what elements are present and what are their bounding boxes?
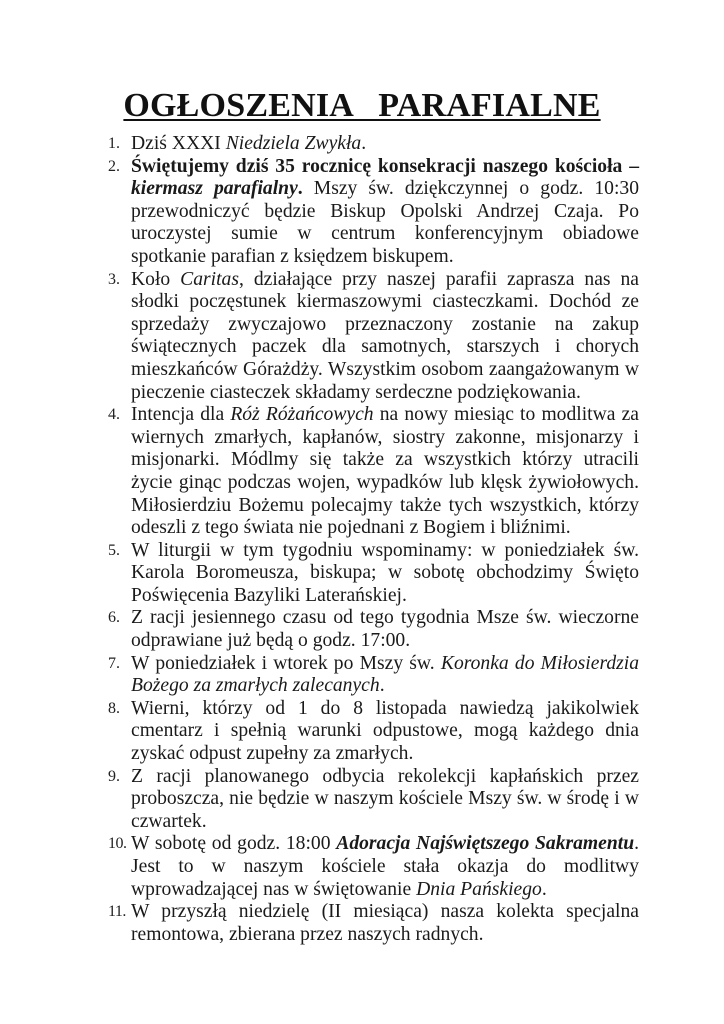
announcement-item-8 — [108, 698, 639, 766]
announcement-item-1 — [108, 133, 639, 156]
text-segment: na nowy miesiąc to modlitwa za wiernych zmarłych, kapłanów, siostry zakonne, misjonarzy i misjonarki. Módlmy się także za wszystkich którzy utracili życie ginąc podczas wojen, wypadków lub klęsk żywiołowych. Miłosierdziu Bożemu polecajmy także tych wszystkich, którzy odeszli z tego świata nie pojednani z Bogiem i bliźnimi. — [131, 404, 639, 539]
text-segment: Z racji jesiennego czasu od tego tygodnia Msze św. wieczorne odprawiane już będą o godz. 17:00. — [131, 607, 639, 652]
announcement-item-7 — [108, 653, 639, 698]
announcement-item-10 — [108, 833, 639, 901]
text-segment: . — [541, 878, 547, 900]
announcement-list — [108, 133, 639, 946]
announcement-item-2 — [108, 156, 639, 269]
item-number: 4. — [108, 406, 120, 424]
text-segment-italic: Koronka do Miłosierdzia Bożego za zmarłych zalecanych — [131, 652, 640, 697]
announcement-item-11 — [108, 901, 639, 946]
text-segment: Koło — [131, 268, 181, 290]
text-segment-italic: Dnia Pańskiego — [416, 878, 542, 900]
page-title — [0, 86, 724, 126]
announcement-item-6 — [108, 607, 639, 652]
announcement-item-9 — [108, 766, 639, 834]
item-number: 1. — [108, 135, 120, 152]
item-number: 3. — [108, 270, 120, 288]
item-number: 7. — [108, 654, 120, 672]
text-segment: W liturgii w tym tygodniu wspominamy: w poniedziałek św. Karola Boromeusza, biskupa; w sobotę obchodzimy Święto Poświęcenia Bazyliki Laterańskiej. — [131, 539, 639, 606]
text-segment: . — [379, 675, 385, 697]
text-segment: Mszy św. dziękczynnej o godz. 10:30 przewodniczyć będzie Biskup Opolski Andrzej Czaja. Po uroczystej sumie w centrum konferencyjnym obiadowe spotkanie parafian z księdzem biskupem. — [131, 178, 639, 267]
text-segment: W przyszłą niedzielę (II miesiąca) nasza kolekta specjalna remontowa, zbierana przez naszych radnych. — [131, 901, 639, 945]
announcement-item-5 — [108, 540, 639, 608]
text-segment: Wierni, którzy od 1 do 8 listopada nawiedzą jakikolwiek cmentarz i spełnią warunki odpustowe, mogą każdego dnia zyskać odpust zupełny za zmarłych. — [131, 697, 639, 765]
page-title-text: OGŁOSZENIA PARAFIALNE — [123, 87, 601, 124]
item-number: 10. — [108, 835, 127, 853]
text-segment: . Jest to w naszym kościele stała okazja do modlitwy wprowadzającej nas w świętowanie — [131, 833, 639, 900]
item-number: 8. — [108, 699, 120, 717]
item-number: 5. — [108, 541, 120, 559]
item-number: 6. — [108, 609, 120, 627]
text-segment-italic: Róż Różańcowych — [230, 404, 374, 426]
text-segment-italic: Niedziela Zwykła — [225, 133, 362, 154]
text-segment: W poniedziałek i wtorek po Mszy św. — [131, 652, 441, 674]
text-segment: , działające przy naszej parafii zaprasza nas na słodki poczęstunek kiermaszowymi ciasteczkami. Dochód ze sprzedaży zwyczajowo przeznaczony zostanie na zakup świątecznych paczek dla samotnych, starszych i chorych mieszkańców Górażdży. Wszystkim osobom zaangażowanym w pieczenie ciasteczek składamy serdeczne podziękowania. — [131, 268, 639, 403]
text-segment: . — [361, 133, 367, 154]
item-number: 11. — [108, 903, 126, 921]
announcement-item-3 — [108, 269, 639, 405]
announcement-item-4 — [108, 404, 639, 540]
text-segment-bold: . — [297, 178, 303, 200]
item-number: 2. — [108, 157, 120, 175]
item-number: 9. — [108, 767, 120, 785]
text-segment-bold-italic: Adoracja Najświętszego Sakramentu — [336, 833, 635, 855]
text-segment-bold: Świętujemy dziś 35 rocznicę konsekracji naszego kościoła – — [131, 155, 639, 177]
text-segment: Intencja dla — [131, 404, 231, 426]
text-segment-italic: Caritas — [180, 268, 239, 290]
text-segment-bold-italic: kiermasz parafialny — [131, 178, 298, 200]
text-segment: Dziś XXXI — [131, 133, 226, 154]
text-segment: Z racji planowanego odbycia rekolekcji kapłańskich przez proboszcza, nie będzie w naszym kościele Mszy św. w środę i w czwartek. — [131, 765, 639, 832]
text-segment: W sobotę od godz. 18:00 — [131, 833, 337, 855]
